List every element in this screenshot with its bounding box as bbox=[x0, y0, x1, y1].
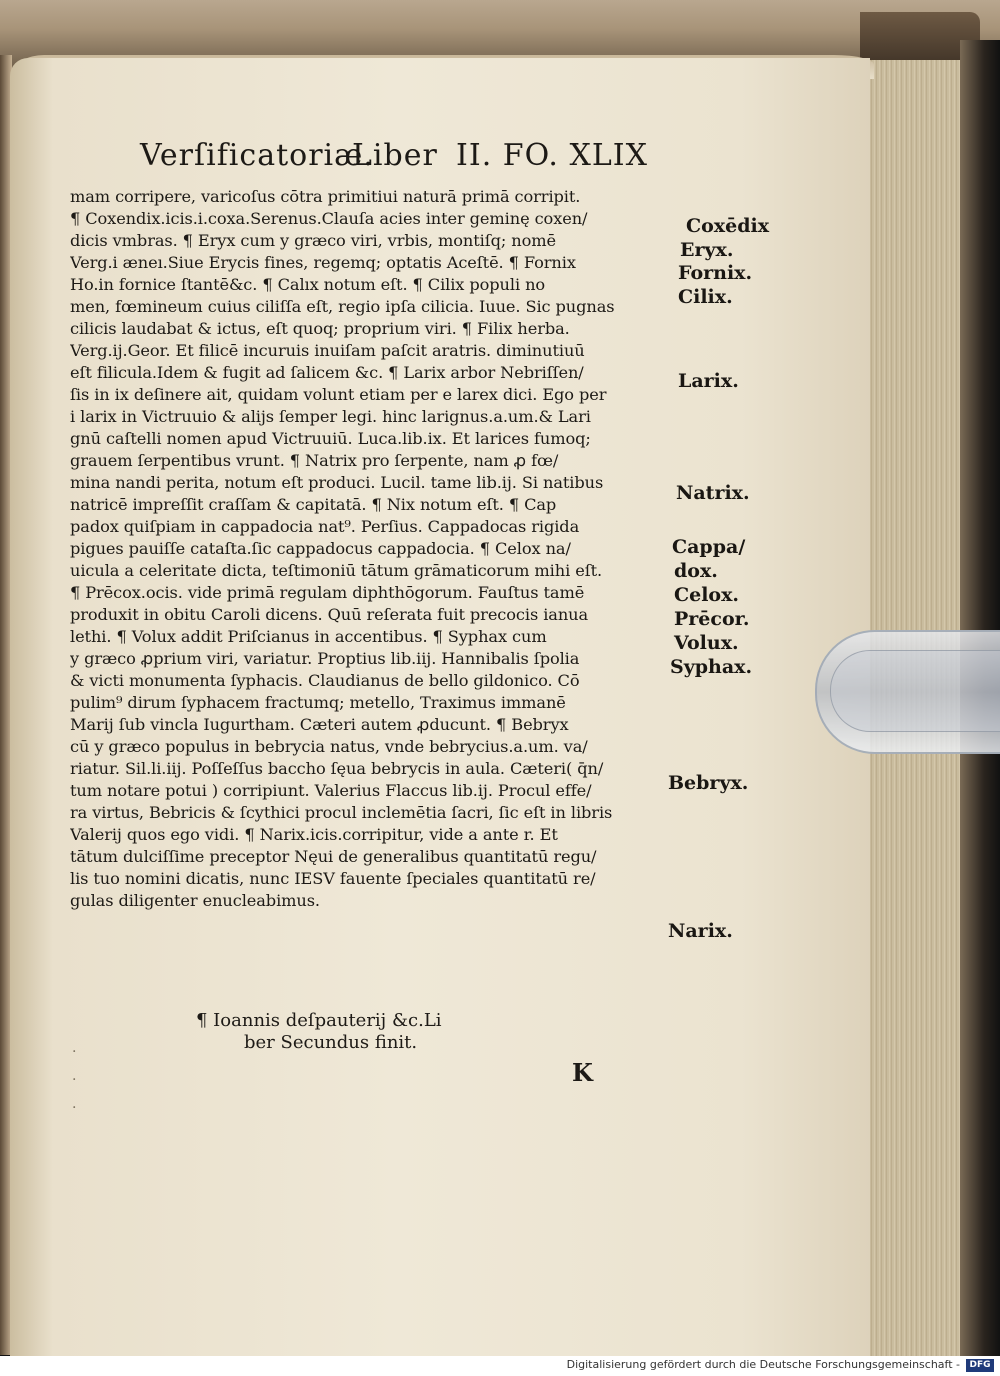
text-line: tum notare potui ) corripiunt. Valerius Flaccus lib.ij. Procul effe/ bbox=[70, 781, 592, 800]
text-line: Verg.ij.Geor. Et filicē incuruis inuiſam paſcit aratris. diminutiuū bbox=[70, 341, 585, 360]
margin-note: Eryx. bbox=[680, 239, 734, 261]
bleed-through-mark: . bbox=[72, 1096, 77, 1112]
running-head-center: Liber bbox=[352, 138, 438, 173]
text-line: natricē impreſſit craſſam & capitatā. ¶ Nix notum eſt. ¶ Cap bbox=[70, 495, 557, 514]
text-line: pigues pauiſſe cataſta.ſic cappadocus cappadocia. ¶ Celox na/ bbox=[70, 539, 571, 558]
text-line: ſis in ix deſinere ait, quidam volunt etiam per e larex dici. Ego per bbox=[70, 385, 607, 404]
text-line: riatur. Sil.li.iij. Poſſeſſus baccho ſęua bebrycis in aula. Cæteri( q̄n/ bbox=[70, 759, 604, 778]
colophon-line-2: ber Secundus finit. bbox=[244, 1032, 418, 1053]
margin-note: Larix. bbox=[678, 370, 739, 392]
text-line: ¶ Prēcox.ocis. vide primā regulam diphthōgorum. Fauſtus tamē bbox=[70, 583, 585, 602]
running-head bbox=[140, 138, 700, 178]
text-line: pulim⁹ dirum ſyphacem fractumq; metello, Traximus immanē bbox=[70, 693, 566, 712]
bleed-through-mark: . bbox=[72, 1068, 77, 1084]
text-line: Ho.in fornice ſtantē&c. ¶ Calıx notum eſt. ¶ Cilix populi no bbox=[70, 275, 546, 294]
dfg-logo-icon: DFG bbox=[966, 1359, 994, 1372]
text-line: eſt filicula.Idem & fugit ad ſalicem &c. ¶ Larix arbor Nebriſſen/ bbox=[70, 363, 584, 382]
text-line: mina nandi perita, notum eſt produci. Lucil. tame lib.ij. Si natibus bbox=[70, 473, 604, 492]
text-line: gulas diligenter enucleabimus. bbox=[70, 891, 320, 910]
margin-note: Bebryx. bbox=[668, 772, 749, 794]
margin-note: Cappa/ bbox=[672, 536, 746, 558]
bleed-through-mark: . bbox=[72, 1040, 77, 1056]
text-line: ra virtus, Bebricis & ſcythici procul inclemētia ſacri, ſic eſt in libris bbox=[70, 803, 613, 822]
margin-note: Coxēdix bbox=[686, 215, 770, 237]
colophon-line-1: ¶ Ioannis deſpauterij &c.Li bbox=[196, 1010, 442, 1031]
margin-note: Fornix. bbox=[678, 262, 753, 284]
text-line: cū y græco populus in bebrycia natus, vnde bebrycius.a.um. va/ bbox=[70, 737, 588, 756]
text-line: grauem ſerpentibus vrunt. ¶ Natrix pro ſerpente, nam ꝓ fœ/ bbox=[70, 451, 559, 470]
signature-mark: K bbox=[572, 1058, 593, 1087]
text-line: mam corripere, varicoſus cōtra primitiui naturā primā corripit. bbox=[70, 187, 581, 206]
text-line: gnū caſtelli nomen apud Victruuiū. Luca.lib.ix. Et larices fumoq; bbox=[70, 429, 591, 448]
text-line: Marij ſub vincla Iugurtham. Cæteri autem ꝓducunt. ¶ Bebryx bbox=[70, 715, 569, 734]
margin-note: Cilix. bbox=[678, 286, 733, 308]
running-head-left: Verſificatoriæ. bbox=[140, 138, 374, 173]
text-line: men, fœmineum cuius ciliſſa eſt, regio ipſa cilicia. Iuue. Sic pugnas bbox=[70, 297, 615, 316]
text-line: lethi. ¶ Volux addit Priſcianus in accentibus. ¶ Syphax cum bbox=[70, 627, 547, 646]
margin-note: Syphax. bbox=[670, 656, 753, 678]
footer-bar bbox=[0, 1356, 1000, 1376]
margin-note: Celox. bbox=[674, 584, 740, 606]
text-line: Valerij quos ego vidi. ¶ Narix.icis.corripitur, vide a ante r. Et bbox=[70, 825, 558, 844]
text-line: padox quiſpiam in cappadocia nat⁹. Perſius. Cappadocas rigida bbox=[70, 517, 580, 536]
text-line: ¶ Coxendix.icis.i.coxa.Serenus.Clauſa acies inter geminę coxen/ bbox=[70, 209, 588, 228]
text-line: Verg.i æneı.Siue Erycis fines, regemq; optatis Aceſtē. ¶ Fornix bbox=[70, 253, 576, 272]
text-line: tātum dulciſſime preceptor Nęui de generalibus quantitatū regu/ bbox=[70, 847, 597, 866]
text-line: dicis vmbras. ¶ Eryx cum y græco viri, vrbis, montiſq; nomē bbox=[70, 231, 556, 250]
margin-note: Volux. bbox=[674, 632, 739, 654]
footer-credit: Digitalisierung gefördert durch die Deutsche Forschungsgemeinschaft - bbox=[566, 1358, 960, 1371]
page-clip-inner bbox=[830, 650, 1000, 732]
text-line: & victi monumenta ſyphacis. Claudianus de bello gildonico. Cō bbox=[70, 671, 580, 690]
text-line: i larix in Victruuio & alijs ſemper legi. hinc larignus.a.um.& Lari bbox=[70, 407, 591, 426]
running-head-right: II. FO. XLIX bbox=[456, 138, 648, 173]
text-line: lis tuo nomini dicatis, nunc IESV fauente ſpeciales quantitatū re/ bbox=[70, 869, 596, 888]
text-line: produxit in obitu Caroli dicens. Quū reſerata fuit precocis ianua bbox=[70, 605, 589, 624]
text-line: y græco ꝓprium viri, variatur. Proptius lib.iij. Hannibalis ſpolia bbox=[70, 649, 580, 668]
margin-note: Narix. bbox=[668, 920, 733, 942]
margin-note: dox. bbox=[674, 560, 718, 582]
text-line: cilicis laudabat & ictus, eſt quoq; proprium viri. ¶ Filix herba. bbox=[70, 319, 570, 338]
margin-note: Prēcor. bbox=[674, 608, 750, 630]
text-line: uicula a celeritate dicta, teſtimoniū tātum grāmaticorum mihi eſt. bbox=[70, 561, 603, 580]
margin-note: Natrix. bbox=[676, 482, 750, 504]
